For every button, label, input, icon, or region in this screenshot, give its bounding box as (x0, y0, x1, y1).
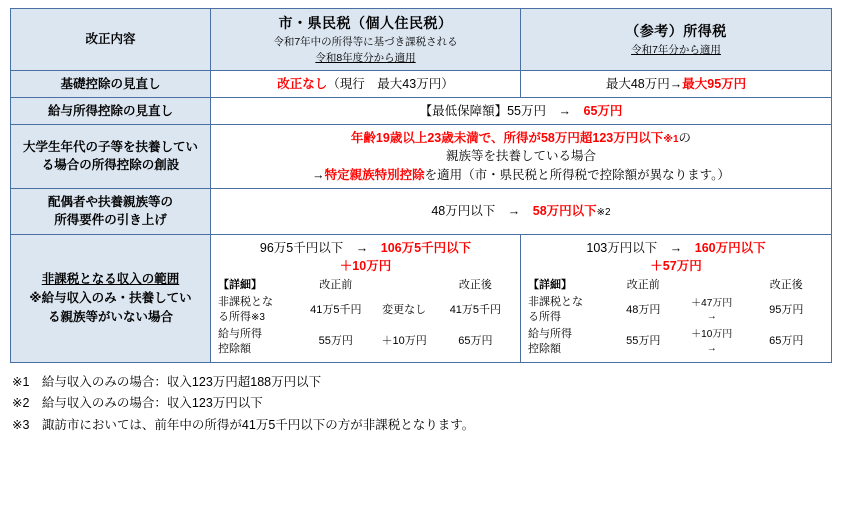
cell-basic-deduction-income (521, 70, 832, 97)
table-row (11, 124, 832, 188)
detail-col-after-city: 改正後 (458, 279, 492, 292)
row-label-student-dependent-line1: 大学生年代の子等を扶養してい (22, 139, 198, 154)
cell-nontaxable-city (211, 235, 521, 362)
detail-table-income (527, 277, 825, 357)
table-row (11, 70, 832, 97)
detail-label-income-1-line2: 控除額 (528, 342, 561, 355)
detail-label-city-0 (217, 294, 300, 326)
detail-label-income-1 (527, 326, 610, 358)
detail-mid-income-1 (676, 326, 748, 358)
detail-after-income-1: 65万円 (769, 335, 804, 348)
student-dependent-line2: 親族等を扶養している場合 (445, 149, 596, 164)
note-marker-1: ※1 (663, 133, 679, 145)
detail-row (217, 326, 514, 358)
detail-label-city-1-line2: 控除額 (218, 342, 251, 355)
table-row (11, 235, 832, 362)
detail-before-income-0: 48万円 (626, 303, 661, 316)
note-marker-2: ※2 (596, 207, 611, 219)
row-label-basic-deduction: 基礎控除の見直し (11, 70, 211, 97)
header-title-city-tax: 市・県民税（個人住民税） (278, 15, 453, 31)
detail-col-before-city: 改正前 (319, 279, 353, 292)
cell-student-dependent (211, 124, 832, 188)
detail-col-before-income: 改正前 (626, 279, 660, 292)
header-title-income-tax: （参考）所得税 (625, 23, 727, 40)
detail-label-income-0-line2: る所得 (528, 311, 561, 324)
value-income-max-after: 最大95万円 (682, 76, 747, 91)
nontaxable-income-summary (527, 239, 825, 257)
footnote-3: ※3 諏訪市においては、前年中の所得が41万5千円以下の方が非課税となります。 (12, 418, 475, 433)
student-dependent-line3 (217, 166, 825, 184)
detail-after-city-0: 41万5千円 (449, 303, 502, 316)
value-income-nontaxable-before: 103万円以下 → (586, 241, 695, 256)
detail-row (217, 294, 514, 326)
footnote-1: ※1 給与収入のみの場合：収入123万円超188万円以下 (12, 374, 322, 389)
detail-mid-city-0: 変更なし (382, 303, 427, 316)
cell-nontaxable-income (521, 235, 832, 362)
footnotes (10, 372, 831, 438)
value-income-max-before: 最大48万円 (605, 76, 670, 91)
detail-after-city-1: 65万円 (458, 335, 493, 348)
row-label-nontaxable-range (11, 235, 211, 362)
value-salary-min-after: 65万円 (583, 103, 623, 118)
header-sub-city-tax-2: 令和8年度分から適用 (315, 52, 416, 65)
cell-spouse-income-requirement (211, 188, 832, 235)
value-income-nontaxable-plus: ＋57万円 (650, 259, 702, 274)
detail-before-city-0: 41万5千円 (310, 303, 362, 316)
row-label-nontaxable-line3: る親族等がいない場合 (47, 309, 173, 324)
table-row (11, 188, 832, 235)
detail-mid-income-0-amount: ＋47万円 (691, 297, 733, 309)
row-label-student-dependent-line2: る場合の所得控除の創設 (41, 158, 180, 173)
detail-col-mid-income (676, 277, 748, 294)
header-sub-city-tax-1: 令和7年中の所得等に基づき課税される (273, 36, 458, 49)
arrow-icon: → (706, 342, 717, 354)
header-cell-city-prefectural-tax (211, 9, 521, 71)
detail-label-income-0-line1: 非課税とな (528, 296, 583, 309)
value-spouse-before: 48万円以下 → (431, 204, 533, 219)
detail-col-after-income: 改正後 (769, 279, 803, 292)
detail-mid-city-1: ＋10万円 (381, 335, 427, 348)
value-salary-min-before: 【最低保障額】55万円 → (419, 103, 584, 118)
table-row (11, 97, 832, 124)
arrow-icon: → (669, 76, 683, 91)
detail-row (527, 326, 825, 358)
value-spouse-after: 58万円以下 (532, 204, 597, 219)
detail-label-city-1 (217, 326, 300, 358)
detail-label-city-0-line2: る所得※3 (218, 311, 265, 324)
detail-label-income-1-line1: 給与所得 (528, 327, 572, 340)
detail-mid-income-0 (676, 294, 748, 326)
arrow-icon: → (706, 311, 717, 323)
arrow-icon: → (312, 167, 325, 182)
detail-table-city (217, 277, 514, 357)
value-age-income-condition: 年齢19歳以上23歳未満で、所得が58万円超123万円以下 (350, 130, 664, 145)
detail-before-income-1: 55万円 (626, 335, 661, 348)
value-special-dependent-deduction: 特定親族特別控除 (324, 167, 425, 182)
value-current-max: （現行 最大43万円） (327, 76, 454, 91)
value-city-nontaxable-after: 106万5千円以下 (380, 241, 472, 256)
detail-header-row (217, 277, 514, 294)
table-header-row (11, 9, 832, 71)
value-income-nontaxable-after: 160万円以下 (694, 241, 766, 256)
detail-col-mid-city (371, 277, 436, 294)
detail-label-city-1-line1: 給与所得 (218, 327, 262, 340)
header-cell-revision-content (11, 9, 211, 71)
row-label-nontaxable-line2: ※給与収入のみ・扶養してい (29, 291, 192, 305)
detail-label-city-0-line1: 非課税とな (218, 296, 273, 309)
note-marker-3: ※3 (251, 312, 265, 324)
detail-row (527, 294, 825, 326)
detail-after-income-0: 95万円 (769, 303, 804, 316)
detail-mid-income-1-amount: ＋10万円 (691, 329, 733, 341)
row-label-spouse-line1: 配偶者や扶養親族等の (47, 194, 173, 209)
detail-title-city: 【詳細】 (218, 279, 262, 292)
detail-header-row (527, 277, 825, 294)
cell-basic-deduction-city (211, 70, 521, 97)
detail-before-city-1: 55万円 (318, 335, 353, 348)
value-special-dependent-tail: を適用（市・県民税と所得税で控除額が異なります。） (424, 167, 730, 182)
row-label-spouse-income-requirement (11, 188, 211, 235)
row-label-spouse-line2: 所得要件の引き上げ (54, 213, 167, 228)
cell-salary-deduction (211, 97, 832, 124)
value-city-nontaxable-before: 96万5千円以下 → (259, 241, 381, 256)
row-label-nontaxable-line1: 非課税となる収入の範囲 (41, 272, 180, 287)
tax-revision-table (10, 8, 832, 363)
detail-title-income: 【詳細】 (528, 279, 572, 292)
nontaxable-city-summary (217, 239, 514, 257)
value-age-income-tail: の (678, 130, 692, 145)
header-cell-income-tax (521, 9, 832, 71)
header-label-revision-content: 改正内容 (85, 32, 136, 47)
header-sub-income-tax-1: 令和7年分から適用 (631, 44, 721, 57)
detail-label-income-0 (527, 294, 610, 326)
row-label-salary-deduction: 給与所得控除の見直し (11, 97, 211, 124)
value-city-nontaxable-plus: ＋10万円 (339, 259, 392, 274)
footnote-2: ※2 給与収入のみの場合：収入123万円以下 (12, 396, 263, 411)
value-no-revision: 改正なし (277, 76, 328, 91)
row-label-student-dependent (11, 124, 211, 188)
student-dependent-line1 (217, 129, 825, 148)
